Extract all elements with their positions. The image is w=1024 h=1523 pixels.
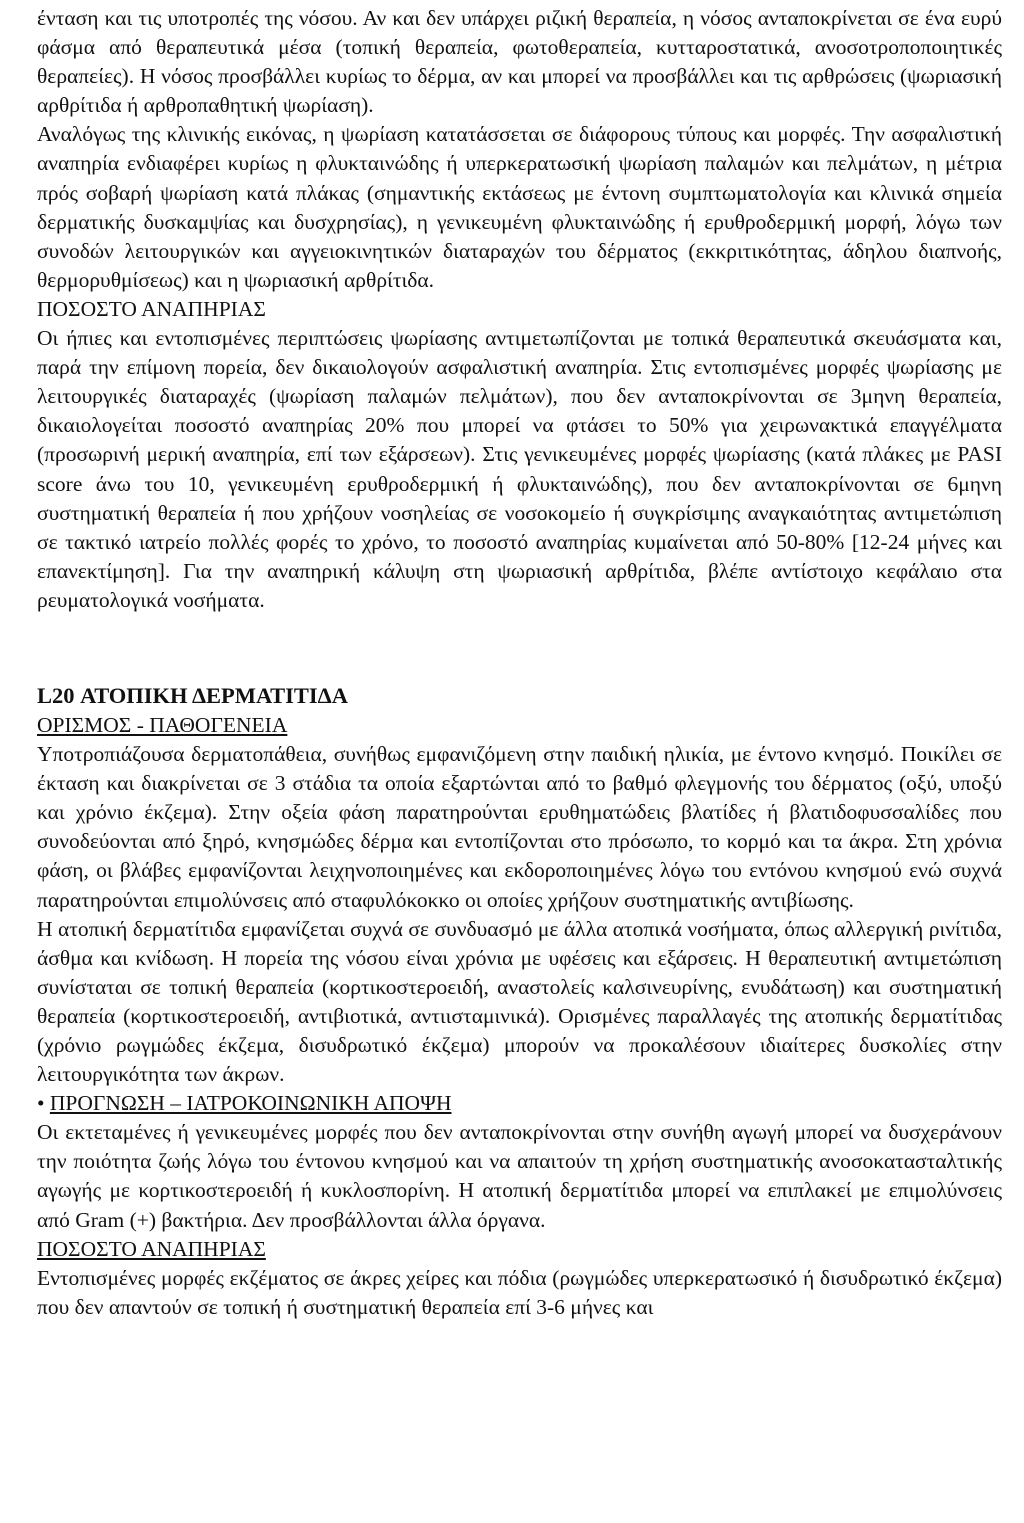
section-title: L20 ΑΤΟΠΙΚΗ ΔΕΡΜΑΤΙΤΙΔΑ <box>37 682 348 708</box>
psoriasis-section <box>37 4 1002 615</box>
bullet-icon <box>37 1091 50 1115</box>
psoriasis-disability-heading: ΠΟΣΟΣΤΟ ΑΝΑΠΗΡΙΑΣ <box>37 296 266 321</box>
atopic-disability-heading: ΠΟΣΟΣΤΟ ΑΝΑΠΗΡΙΑΣ <box>37 1236 266 1261</box>
prognosis-paragraph: Οι εκτεταμένες ή γενικευμένες μορφές που δεν ανταποκρίνονται στην συνήθη αγωγή μπορεί να δυσχεράνουν την ποιότητα ζωής λόγω του έντονου κνησμού και να απαιτούν τη χρήση συστηματικής ανοσοκατασταλτικής αγωγής με κορτικοστεροειδή ή κυκλοσπορίνη. Η ατοπική δερματίτιδα μπορεί να επιπλακεί με επιμολύνσεις από Gram (+) βακτήρια. Δεν προσβάλλονται άλλα όργανα. <box>37 1120 1002 1232</box>
definition-paragraph: Υποτροπιάζουσα δερματοπάθεια, συνήθως εμφανιζόμενη στην παιδική ηλικία, με έντονο κνησμό. Ποικίλει σε έκταση και διακρίνεται σε 3 στάδια τα οποία εξαρτώνται από το βαθμό φλεγμονής του δέρματος (οξύ, υποξύ και χρόνιο έκζεμα). Στην οξεία φάση παρατηρούνται ερυθηματώδεις βλατίδες ή βλατιδοφυσσαλίδες που συνοδεύονται από ξηρό, κνησμώδες δέρμα και εντοπίζονται στο πρόσωπο, το κορμό και τα άκρα. Στη χρόνια φάση, οι βλάβες εμφανίζονται λειχηνοποιημένες και εκδοροποιημένες λόγω του εντόνου κνησμού ενώ συχνά παρατηρούνται επιμολύνσεις από σταφυλόκοκκο οι οποίες χρήζουν συστηματικής αντιβίωσης. <box>37 742 1002 912</box>
prognosis-heading <box>37 1089 1002 1118</box>
psoriasis-disability-paragraph: Οι ήπιες και εντοπισμένες περιπτώσεις ψωρίασης αντιμετωπίζονται με τοπικά θεραπευτικά σκευάσματα και, παρά την επίμονη πορεία, δεν δικαιολογούν ασφαλιστική αναπηρία. Στις εντοπισμένες μορφές ψωρίασης με λειτουργικές διαταραχές (ψωρίαση παλαμών πελμάτων), που δεν ανταποκρίνονται σε 3μηνη θεραπεία, δικαιολογείται ποσοστό αναπηρίας 20% που μπορεί να φτάσει το 50% για χειρωνακτικά επαγγέλματα (προσωρινή μερική αναπηρία, επί των εξάρσεων). Στις γενικευμένες μορφές ψωρίασης (κατά πλάκες με PASI score άνω του 10, γενικευμένη ερυθροδερμική ή φλυκταινώδης), που δεν ανταποκρίνονται σε 6μηνη συστηματική θεραπεία ή που χρήζουν νοσηλείας σε νοσοκομείο ή συγκρίσιμης αναγκαιότητας αντιμετώπιση σε τακτικό ιατρείο πολλές φορές το χρόνο, το ποσοστό αναπηρίας κυμαίνεται από 50-80% [12-24 μήνες και επανεκτίμηση]. Για την αναπηρική κάλυψη στη ψωριασική αρθρίτιδα, βλέπε αντίστοιχο κεφάλαιο στα ρευματολογικά νοσήματα. <box>37 326 1002 612</box>
section-spacer <box>37 615 1002 681</box>
atopic-dermatitis-section <box>37 681 1002 1322</box>
definition-paragraph-2: Η ατοπική δερματίτιδα εμφανίζεται συχνά σε συνδυασμό με άλλα ατοπικά νοσήματα, όπως αλλεργική ρινίτιδα, άσθμα και κνίδωση. Η πορεία της νόσου είναι χρόνια με υφέσεις και εξάρσεις. Η θεραπευτική αντιμετώπιση συνίσταται σε τοπική θεραπεία (κορτικοστεροειδή, αναστολείς καλσινευρίνης, ενυδάτωση) και συστηματική θεραπεία (κορτικοστεροειδή, αντιβιοτικά, αντιισταμινικά). Ορισμένες παραλλαγές της ατοπικής δερματίτιδας (χρόνιο ρωγμώδες έκζεμα, δισυδρωτικό έκζεμα) μπορούν να προκαλέσουν ιδιαίτερες δυσκολίες στην λειτουργικότητα των άκρων. <box>37 916 1002 1087</box>
psoriasis-intro-paragraph: ένταση και τις υποτροπές της νόσου. Αν και δεν υπάρχει ριζική θεραπεία, η νόσος ανταποκρίνεται σε ένα ευρύ φάσμα από θεραπευτικά μέσα (τοπική θεραπεία, φωτοθεραπεία, κυτταροστατικά, ανοσοτροποποιητικές θεραπείες). Η νόσος προσβάλλει κυρίως το δέρμα, αν και μπορεί να προσβάλλει και τις αρθρώσεις (ψωριασική αρθρίτιδα ή αρθροπαθητική ψωρίαση). <box>37 6 1002 118</box>
psoriasis-types-paragraph: Αναλόγως της κλινικής εικόνας, η ψωρίαση κατατάσσεται σε διάφορους τύπους και μορφές. Την ασφαλιστική αναπηρία ενδιαφέρει κυρίως η φλυκταινώδης ή υπερκερατωσική ψωρίαση παλαμών και πελμάτων, η μέτρια πρός σοβαρή ψωρίαση κατά πλάκας (σημαντικής εκτάσεως με έντονη συμπτωματολογία και κλινικά σημεία δερματικής δυσκαμψίας και δυσχρησίας), η γενικευμένη φλυκταινώδης ή ερυθροδερμική μορφή, λόγω των συνοδών λειτουργικών και αγγειοκινητικών διαταραχών του δέρματος (εκκριτικότητας, άδηλου διαπνοής, θερμορυθμίσεως) και η ψωριασική αρθρίτιδα. <box>37 122 1002 292</box>
definition-heading: ΟΡΙΣΜΟΣ - ΠΑΘΟΓΕΝΕΙΑ <box>37 712 288 737</box>
prognosis-heading-text: ΠΡΟΓΝΩΣΗ – ΙΑΤΡΟΚΟΙΝΩΝΙΚΗ ΑΠΟΨΗ <box>49 1091 452 1116</box>
atopic-disability-paragraph: Εντοπισμένες μορφές εκζέματος σε άκρες χείρες και πόδια (ρωγμώδες υπερκερατωσικό ή δισυδρωτικό έκζεμα) που δεν απαντούν σε τοπική ή συστηματική θεραπεία επί 3-6 μήνες και <box>37 1265 1002 1319</box>
